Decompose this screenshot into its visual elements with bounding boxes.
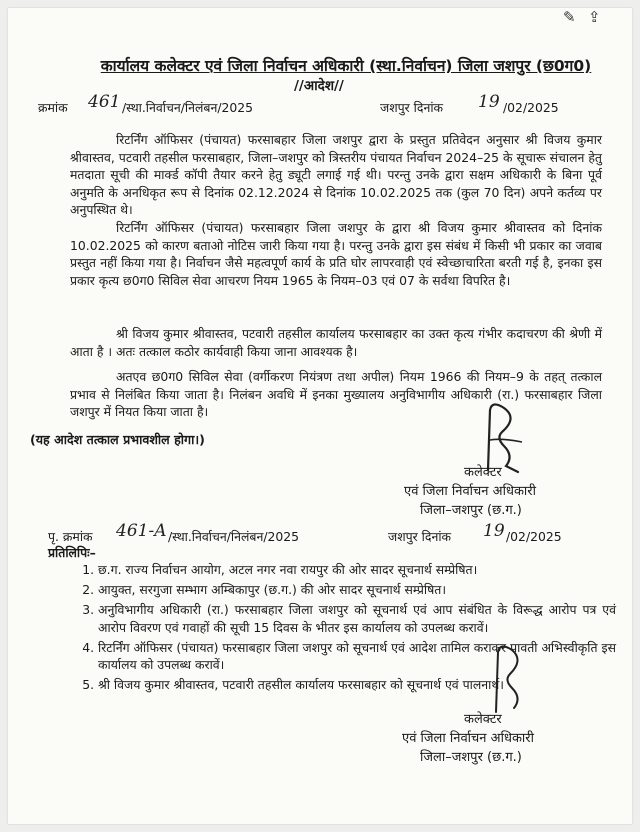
signatory-title: कलेक्टर (464, 712, 502, 727)
list-item: 4. रिटर्निंग ऑफिसर (पंचायत) फरसाबहार जिला जशपुर को सूचनार्थ एवं आदेश तामिल कराकर पावती अभिस्वीकृति इस कार्यालय को उपलब्ध करावें। (98, 639, 616, 673)
copy-to-label: प्रतिलिपिः– (48, 545, 96, 560)
body-paragraph-2: रिटर्निंग ऑफिसर (पंचायत) फरसाबहार जिला जशपुर के द्वारा श्री विजय कुमार श्रीवास्तव को दिनांक 10.02.2025 को कारण बताओ नोटिस जारी किया गया है। परन्तु उनके द्वारा इस संबंध में किसी भी प्रकार का जवाब प्रस्तुत नहीं किया गया है। निर्वाचन जैसे महत्वपूर्ण कार्य के प्रति घोर लापरवाही एवं स्वेच्छाचारिता बरती गई है, इनका इस प्रकार कृत्य छ0ग0 सिविल सेवा आचरण नियम 1965 के नियम–03 एवं 07 के सर्वथा विपरित है। (70, 220, 602, 288)
ref-suffix: /स्था.निर्वाचन/निलंबन/2025 (122, 100, 254, 115)
effective-note: (यह आदेश तत्काल प्रभावशील होगा।) (30, 432, 205, 447)
list-item: 1. छ.ग. राज्य निर्वाचन आयोग, अटल नगर नवा रायपुर की ओर सादर सूचनार्थ सम्प्रेषित। (98, 561, 616, 578)
share-icon[interactable]: ⇪ (588, 8, 601, 26)
ref-label: क्रमांक (38, 100, 68, 115)
body-paragraph-4: अतएव छ0ग0 सिविल सेवा (वर्गीकरण नियंत्रण तथा अपील) नियम 1966 की नियम–9 के तहत् तत्काल प्रभाव से निलंबित किया जाता है। निलंबन अवधि में इनका मुख्यालय अनुविभागीय अधिकारी (रा.) फरसाबहार जिला जशपुर में नियत किया जाता है। (70, 369, 602, 420)
endorsement-date-label: जशपुर दिनांक (388, 529, 452, 544)
handwritten-endorsement-date-day: 19 (483, 521, 505, 541)
date-rest: /02/2025 (503, 100, 559, 115)
handwritten-number: 461 (88, 92, 121, 112)
handwritten-endorsement-number: 461-A (116, 521, 167, 541)
list-item: 5. श्री विजय कुमार श्रीवास्तव, पटवारी तहसील कार्यालय फरसाबहार को सूचनार्थ एवं पालनार्थ। (98, 676, 616, 693)
pencil-icon[interactable]: ✎ (563, 8, 576, 26)
endorsement-ref-label: पृ. क्रमांक (48, 529, 93, 544)
endorsement-ref-suffix: /स्था.निर्वाचन/निलंबन/2025 (168, 529, 300, 544)
viewer-toolbar (8, 8, 632, 36)
signatory-title: कलेक्टर (464, 465, 502, 480)
signatory-district: जिला–जशपुर (छ.ग.) (420, 750, 522, 765)
order-title: //आदेश// (294, 78, 344, 94)
endorsement-date-rest: /02/2025 (506, 529, 562, 544)
date-label: जशपुर दिनांक (380, 100, 444, 115)
body-paragraph-1: रिटर्निंग ऑफिसर (पंचायत) फरसाबहार जिला जशपुर द्वारा के प्रस्तुत प्रतिवेदन अनुसार श्री विजय कुमार श्रीवास्तव, पटवारी तहसील फरसाबहार, जिला–जशपुर को त्रिस्तरीय पंचायत निर्वाचन 2024–25 के सूचारू संचालन हेतु मतदाता सूची की मार्क्ड कॉपी तैयार करने हेतु ड्यूटी लगाई गई थी। परन्तु उनके द्वारा सक्षम अधिकारी के बिना पूर्व अनुमति के अनधिकृत रूप से दिनांक 02.12.2024 से दिनांक 10.02.2025 तक (कुल 70 दिन) अपने कर्तव्य पर अनुपस्थित थे। (70, 132, 602, 218)
signatory-designation: एवं जिला निर्वाचन अधिकारी (404, 484, 536, 499)
signature-mark (488, 640, 542, 720)
signatory-designation: एवं जिला निर्वाचन अधिकारी (402, 731, 534, 746)
body-paragraph-3: श्री विजय कुमार श्रीवास्तव, पटवारी तहसील कार्यालय फरसाबहार का उक्त कृत्य गंभीर कदाचरण की श्रेणी में आता है । अतः तत्काल कठोर कार्यवाही किया जाना आवश्यक है। (70, 326, 602, 359)
list-item: 3. अनुविभागीय अधिकारी (रा.) फरसाबहार जिला जशपुर को सूचनार्थ एवं आप संबंधित के विरूद्ध आरोप पत्र एवं आरोप विवरण एवं गवाहों की सूची 15 दिवस के भीतर इस कार्यालय को उपलब्ध करावें। (98, 601, 616, 635)
handwritten-date-day: 19 (478, 92, 500, 112)
signatory-district: जिला–जशपुर (छ.ग.) (420, 503, 522, 518)
office-heading: कार्यालय कलेक्टर एवं जिला निर्वाचन अधिकारी (स्था.निर्वाचन) जिला जशपुर (छ0ग0) (100, 57, 592, 75)
list-item: 2. आयुक्त, सरगुजा सम्भाग अम्बिकापुर (छ.ग.) की ओर सादर सूचनार्थ सम्प्रेषित। (98, 581, 616, 598)
document-page (8, 8, 632, 824)
